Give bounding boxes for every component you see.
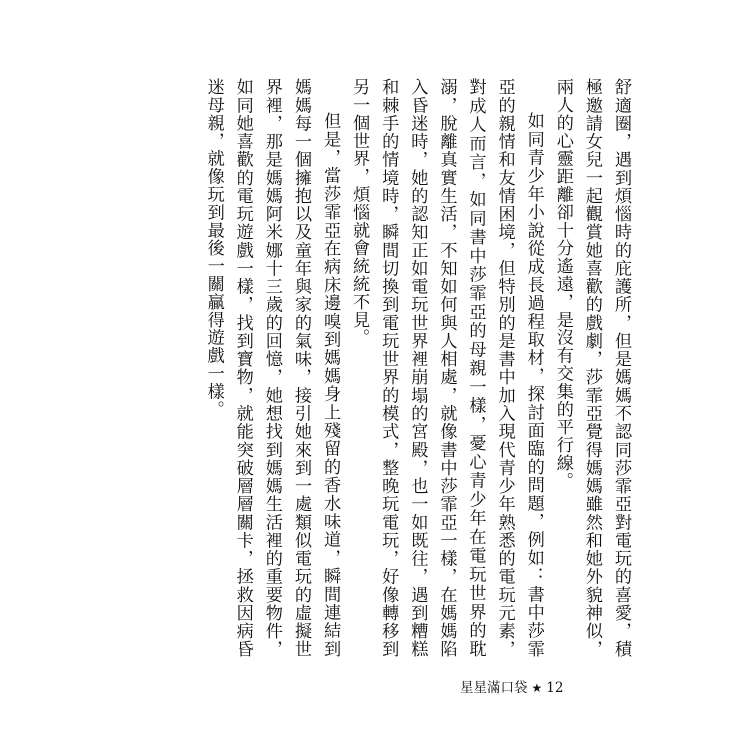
page-footer (460, 676, 660, 696)
star-icon: ★ (531, 681, 543, 695)
book-title: 星星滿口袋 (460, 680, 528, 696)
page-number: 12 (546, 680, 564, 696)
paragraph-3: 但是，當莎霏亞在病床邊嗅到媽媽身上殘留的香水味道，瞬間連結到媽媽每一個擁抱以及童年與家的氣味，接引她來到一處類似電玩的虛擬世界裡，那是媽媽阿米娜十三歲的回憶，她想找到媽媽生活裡的重要物件，如同她喜歡的電玩遊戲一樣，找到寶物，就能突破層層關卡，拯救因病昏迷母親，就像玩到最後一關贏得遊戲一樣。 (203, 78, 341, 658)
vertical-text-block (75, 78, 635, 658)
paragraph-2: 如同青少年小說從成長過程取材，探討面臨的問題，例如：書中莎霏亞的親情和友情困境，但特別的是書中加入現代青少年熟悉的電玩元素，對成人而言，如同書中莎霏亞的母親一樣，憂心青少年在電玩世界的耽溺，脫離真實生活，不知如何與人相處，就像書中莎霏亞一樣，在媽媽陷入昏迷時，她的認知正如電玩世界裡崩塌的宮殿，也一如既往，遇到糟糕和棘手的情境時，瞬間切換到電玩世界的模式，整晚玩電玩，好像轉移到另一個世界，煩惱就會統統不見。 (349, 78, 544, 658)
paragraph-1: 舒適圈，遇到煩惱時的庇護所，但是媽媽不認同莎霏亞對電玩的喜愛，積極邀請女兒一起觀賞她喜歡的戲劇，莎霏亞覺得媽媽雖然和她外貌神似，兩人的心靈距離卻十分遙遠，是沒有交集的平行線。 (552, 78, 631, 658)
